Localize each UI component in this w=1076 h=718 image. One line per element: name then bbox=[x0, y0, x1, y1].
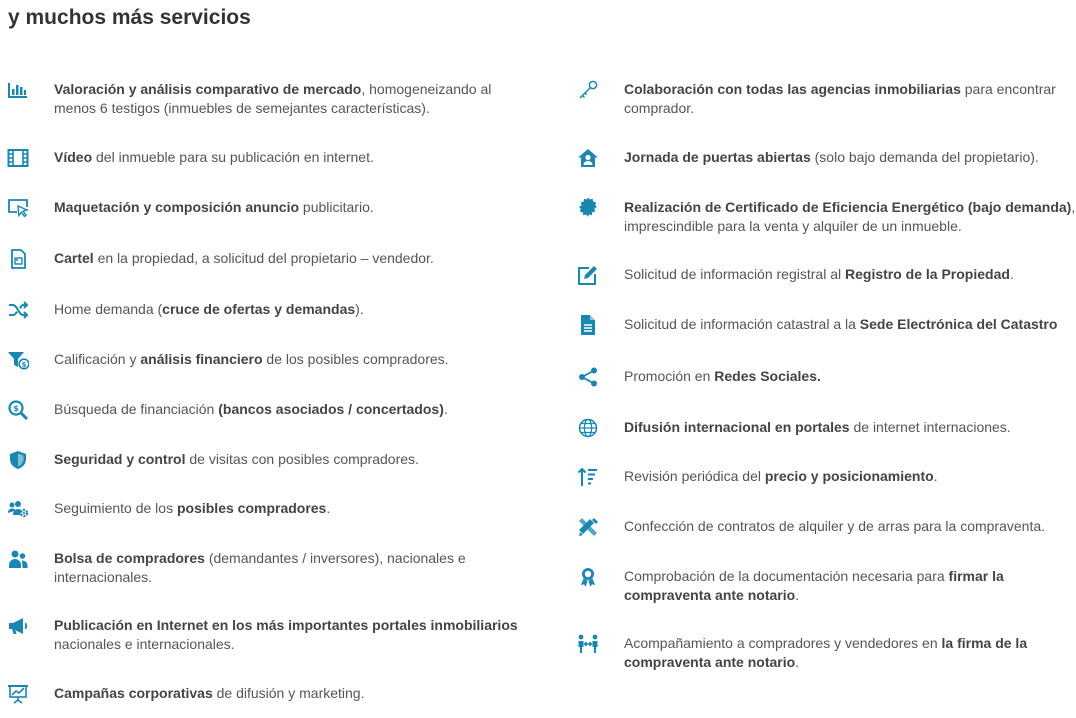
cursor-screen-icon bbox=[6, 197, 30, 219]
service-item bbox=[6, 549, 526, 587]
service-text: Promoción en Redes Sociales. bbox=[624, 368, 821, 384]
globe-icon bbox=[576, 417, 600, 439]
key-icon bbox=[576, 79, 600, 101]
service-item bbox=[576, 567, 1076, 605]
service-item bbox=[6, 684, 526, 705]
service-item bbox=[6, 198, 526, 219]
sort-amount-icon bbox=[576, 466, 600, 488]
search-money-icon bbox=[6, 399, 30, 421]
share-icon bbox=[576, 366, 600, 388]
service-item bbox=[576, 80, 1076, 118]
bar-chart-icon bbox=[6, 79, 30, 101]
presentation-chart-icon bbox=[6, 683, 30, 705]
svg-text:$: $ bbox=[21, 361, 27, 369]
service-item bbox=[6, 450, 526, 471]
service-text: Campañas corporativas de difusión y marketing. bbox=[54, 685, 365, 701]
service-text: Acompañamiento a compradores y vendedores en la firma de la compraventa ante notario. bbox=[624, 635, 1028, 670]
service-text: Búsqueda de financiación (bancos asociados / concertados). bbox=[54, 401, 448, 417]
service-text: Cartel en la propiedad, a solicitud del propietario – vendedor. bbox=[54, 250, 434, 266]
service-item bbox=[6, 148, 526, 169]
service-text: Confección de contratos de alquiler y de arras para la compraventa. bbox=[624, 518, 1046, 534]
service-text: Solicitud de información registral al Registro de la Propiedad. bbox=[624, 266, 1014, 282]
service-item bbox=[576, 148, 1076, 169]
users-icon bbox=[6, 548, 30, 570]
service-item bbox=[6, 350, 526, 371]
service-text: Publicación en Internet en los más importantes portales inmobiliarios nacionales e internacionales. bbox=[54, 617, 518, 652]
service-item bbox=[576, 467, 1076, 488]
service-text: Seguridad y control de visitas con posibles compradores. bbox=[54, 451, 419, 467]
service-text: Colaboración con todas las agencias inmobiliarias para encontrar comprador. bbox=[624, 81, 1056, 116]
service-text: Jornada de puertas abiertas (solo bajo demanda del propietario). bbox=[624, 149, 1039, 165]
service-text: Valoración y análisis comparativo de mercado, homogeneizando al menos 6 testigos (inmuebles de semejantes características). bbox=[54, 81, 492, 116]
service-item bbox=[576, 265, 1076, 286]
service-text: Home demanda (cruce de ofertas y demandas). bbox=[54, 301, 364, 317]
service-text: Vídeo del inmueble para su publicación en internet. bbox=[54, 149, 374, 165]
pencil-ruler-icon bbox=[576, 516, 600, 538]
page-title: y muchos más servicios bbox=[8, 6, 251, 29]
service-item bbox=[6, 249, 526, 270]
certificate-icon bbox=[576, 197, 600, 219]
service-text: Calificación y análisis financiero de los posibles compradores. bbox=[54, 351, 449, 367]
shuffle-icon bbox=[6, 299, 30, 321]
megaphone-icon bbox=[6, 615, 30, 637]
award-icon bbox=[576, 566, 600, 588]
service-item bbox=[576, 367, 1076, 388]
service-item bbox=[576, 315, 1076, 336]
service-item bbox=[576, 198, 1076, 236]
edit-icon bbox=[576, 264, 600, 286]
film-icon bbox=[6, 147, 30, 169]
funnel-money-icon bbox=[6, 349, 30, 371]
people-arrows-icon bbox=[576, 633, 600, 655]
service-text: Difusión internacional en portales de internet internaciones. bbox=[624, 419, 1011, 435]
service-item bbox=[6, 400, 526, 421]
service-item bbox=[6, 300, 526, 321]
service-item bbox=[576, 418, 1076, 439]
service-item bbox=[576, 634, 1076, 672]
document-icon bbox=[576, 314, 600, 336]
service-text: Bolsa de compradores (demandantes / inversores), nacionales e internacionales. bbox=[54, 550, 466, 585]
service-text: Comprobación de la documentación necesaria para firmar la compraventa ante notario. bbox=[624, 568, 1004, 603]
service-text: Realización de Certificado de Eficiencia Energético (bajo demanda), imprescindible para la venta y alquiler de un inmueble. bbox=[624, 199, 1076, 234]
shield-icon bbox=[6, 449, 30, 471]
service-item bbox=[6, 80, 526, 118]
service-text: Seguimiento de los posibles compradores. bbox=[54, 500, 331, 516]
house-user-icon bbox=[576, 147, 600, 169]
poster-icon bbox=[6, 248, 30, 270]
service-item bbox=[576, 517, 1076, 538]
users-gear-icon bbox=[6, 498, 30, 520]
service-text: Maquetación y composición anuncio publicitario. bbox=[54, 199, 374, 215]
service-text: Solicitud de información catastral a la Sede Electrónica del Catastro bbox=[624, 316, 1058, 332]
svg-text:$: $ bbox=[13, 404, 19, 413]
service-text: Revisión periódica del precio y posicionamiento. bbox=[624, 468, 938, 484]
service-item bbox=[6, 616, 526, 654]
service-item bbox=[6, 499, 526, 520]
